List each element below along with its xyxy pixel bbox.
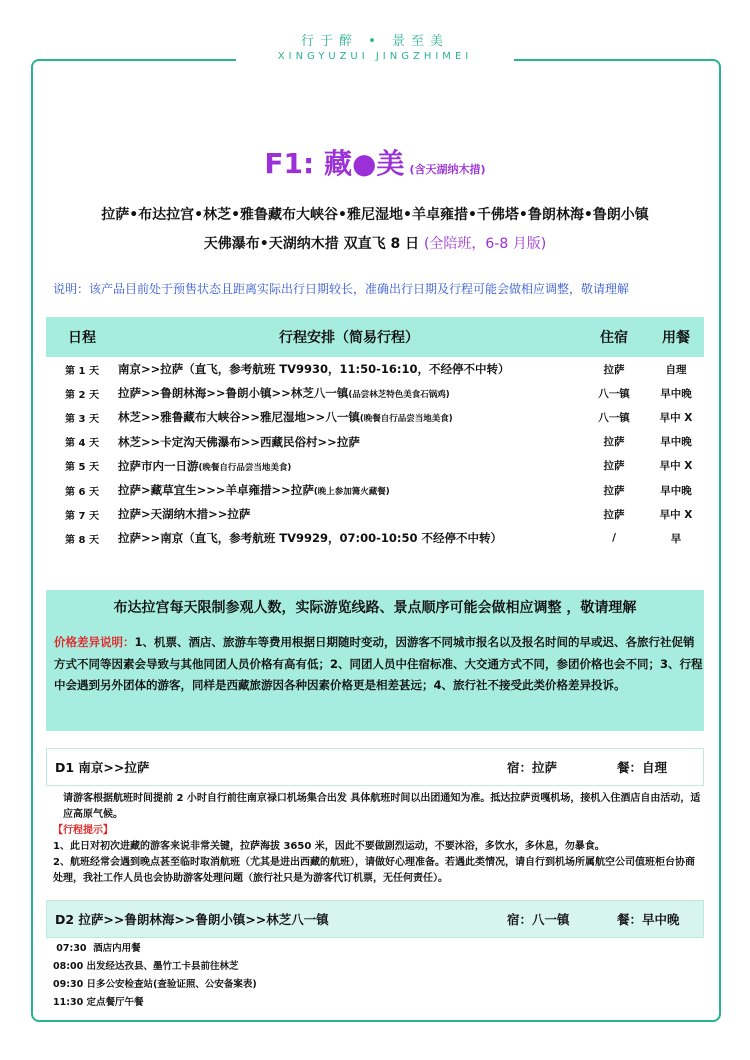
- row-day: 第 8 天: [65, 534, 99, 546]
- row-day: 第 4 天: [65, 438, 99, 450]
- row-meal: 早: [670, 532, 682, 545]
- schedule-item: 09:30 日多公安检查站(查验证照、公安备案表): [53, 979, 257, 990]
- day1-paragraph: 请游客根据航班时间提前 2 小时自行前往南京禄口机场集合出发 具体航班时间以出团通知为准。抵达拉萨贡嘎机场，接机入住酒店自由活动，适应高原气候。: [63, 793, 701, 820]
- row-meal: 早中晚: [660, 484, 692, 497]
- table-row: [46, 430, 704, 454]
- row-stay: 八一镇: [598, 411, 630, 424]
- price-diff: [46, 618, 704, 697]
- row-plan: [118, 434, 580, 450]
- brand-cn: 行于醉 • 景至美: [301, 34, 449, 49]
- day2-header: [46, 900, 704, 938]
- header-day: 日程: [68, 330, 96, 346]
- row-stay: 拉萨: [603, 484, 625, 497]
- header-stay: 住宿: [600, 330, 628, 346]
- row-stay: 拉萨: [603, 508, 625, 521]
- table-body: [46, 357, 704, 551]
- route-line-2-text: 天佛瀑布•天湖纳木措 双直飞 8 日: [203, 236, 420, 252]
- row-stay: 八一镇: [598, 387, 630, 400]
- row-plan-text: 拉萨>>南京（直飞，参考航班 TV9929，07:00-10:50 不经停不中转）: [118, 531, 503, 546]
- row-plan-text: 拉萨>>鲁朗林海>>鲁朗小镇>>林芝八一镇: [118, 386, 349, 401]
- day1-title: D1 南京>>拉萨: [55, 760, 150, 775]
- row-plan: [118, 482, 580, 498]
- row-plan-text: 拉萨>藏草宜生>>>羊卓雍措>>拉萨: [118, 483, 314, 498]
- route-line-2: [0, 234, 750, 254]
- row-plan: [118, 361, 580, 377]
- row-stay: 拉萨: [603, 436, 625, 449]
- row-day: 第 5 天: [65, 462, 99, 474]
- notice-box: [46, 590, 704, 731]
- row-plan-extra: (晚餐自行品尝当地美食): [198, 462, 292, 473]
- table-row: [46, 454, 704, 478]
- product-title: [0, 142, 750, 182]
- row-day: 第 7 天: [65, 510, 99, 522]
- row-plan: [118, 409, 580, 425]
- table-row: [46, 405, 704, 429]
- row-plan: [118, 458, 580, 474]
- day1-body: [53, 791, 703, 887]
- schedule-item: 07:30 酒店内用餐: [53, 943, 141, 954]
- day1-tip-label: 【行程提示】: [53, 825, 113, 836]
- row-plan: [118, 385, 580, 401]
- price-diff-label: 价格差异说明：: [54, 635, 135, 649]
- schedule-item: 08:00 出发经达孜县、墨竹工卡县前往林芝: [53, 961, 239, 972]
- potala-notice: 布达拉宫每天限制参观人数，实际游览线路、景点顺序可能会做相应调整 ，敬请理解: [113, 600, 637, 616]
- row-stay: /: [612, 532, 616, 545]
- table-row: [46, 381, 704, 405]
- row-plan-extra: (晚餐自行品尝当地美食): [359, 414, 453, 425]
- row-plan-text: 林芝>>雅鲁藏布大峡谷>>雅尼湿地>>八一镇: [118, 410, 360, 425]
- table-row: [46, 502, 704, 526]
- presale-note: 说明：该产品目前处于预售状态且距离实际出行日期较长，准确出行日期及行程可能会做相应调整，敬请理解: [53, 282, 630, 296]
- title-sub: (含天湖纳木措): [409, 163, 486, 176]
- row-meal: 自理: [665, 363, 687, 376]
- row-meal: 早中 X: [659, 460, 693, 473]
- brand-header: [236, 34, 514, 63]
- schedule-item: 11:30 定点餐厅午餐: [53, 997, 144, 1008]
- row-plan-extra: (品尝林芝特色美食石锅鸡): [348, 390, 450, 401]
- row-day: 第 3 天: [65, 413, 99, 425]
- row-meal: 早中 X: [659, 508, 693, 521]
- day2-title: D2 拉萨>>鲁朗林海>>鲁朗小镇>>林芝八一镇: [55, 912, 329, 927]
- itinerary-table: [46, 317, 704, 551]
- row-plan-text: 林芝>>卡定沟天佛瀑布>>西藏民俗村>>拉萨: [118, 434, 360, 449]
- day2-meal: 餐：早中晚: [617, 912, 680, 927]
- row-plan: [118, 530, 580, 546]
- day1-tip-2: 2、航班经常会遇到晚点甚至临时取消航班（尤其是进出西藏的航班），请做好心理准备。若遇此类情况，请自行到机场所属航空公司值班柜台协商处理，我社工作人员也会协助游客处理问题（旅行社只是为游客代订机票，无任何责任）。: [53, 857, 695, 884]
- row-plan: [118, 506, 580, 522]
- row-meal: 早中 X: [659, 411, 693, 424]
- row-day: 第 6 天: [65, 486, 99, 498]
- route-line-2-note: (全陪班，6-8 月版): [423, 236, 547, 252]
- table-row: [46, 357, 704, 381]
- row-stay: 拉萨: [603, 460, 625, 473]
- row-day: 第 1 天: [65, 365, 99, 377]
- day1-stay: 宿：拉萨: [507, 760, 558, 775]
- row-plan-text: 南京>>拉萨（直飞，参考航班 TV9930，11:50-16:10，不经停不中转）: [118, 362, 510, 377]
- day2-schedule: [53, 940, 257, 1012]
- price-diff-text: 1、机票、酒店、旅游车等费用根据日期随时变动，因游客不同城市报名以及报名时间的早或迟、各旅行社促销方式不同等因素会导致与其他同团人员价格有高有低；2、同团人员中住宿标准、大交通方式不同，参团价格也会不同；3、行程中会遇到另外团体的游客，同样是西藏旅游因各种因素价格更是相差甚远；4、旅行社不接受此类价格差异投诉。: [54, 635, 703, 692]
- day1-meal: 餐：自理: [617, 760, 668, 775]
- day1-tip-1: 1、此日对初次进藏的游客来说非常关键，拉萨海拔 3650 米，因此不要做剧烈运动，不要沐浴，多饮水，多休息，勿暴食。: [53, 841, 605, 852]
- row-plan-extra: (晚上参加篝火藏餐): [313, 487, 390, 498]
- brand-pinyin: XINGYUZUI JINGZHIMEI: [277, 51, 473, 62]
- row-meal: 早中晚: [660, 387, 692, 400]
- title-main: F1: 藏●美: [264, 147, 405, 180]
- row-meal: 早中晚: [660, 436, 692, 449]
- header-plan: 行程安排（简易行程）: [279, 330, 419, 346]
- day2-stay: 宿：八一镇: [507, 912, 570, 927]
- header-meal: 用餐: [662, 330, 690, 346]
- table-header: [46, 317, 704, 357]
- table-row: [46, 526, 704, 550]
- row-plan-text: 拉萨>天湖纳木措>>拉萨: [118, 507, 251, 522]
- table-row: [46, 478, 704, 502]
- route-line-1: 拉萨•布达拉宫•林芝•雅鲁藏布大峡谷•雅尼湿地•羊卓雍措•千佛塔•鲁朗林海•鲁朗小镇: [101, 207, 649, 223]
- row-day: 第 2 天: [65, 389, 99, 401]
- row-plan-text: 拉萨市内一日游: [118, 458, 199, 473]
- day1-header: [46, 748, 704, 786]
- row-stay: 拉萨: [603, 363, 625, 376]
